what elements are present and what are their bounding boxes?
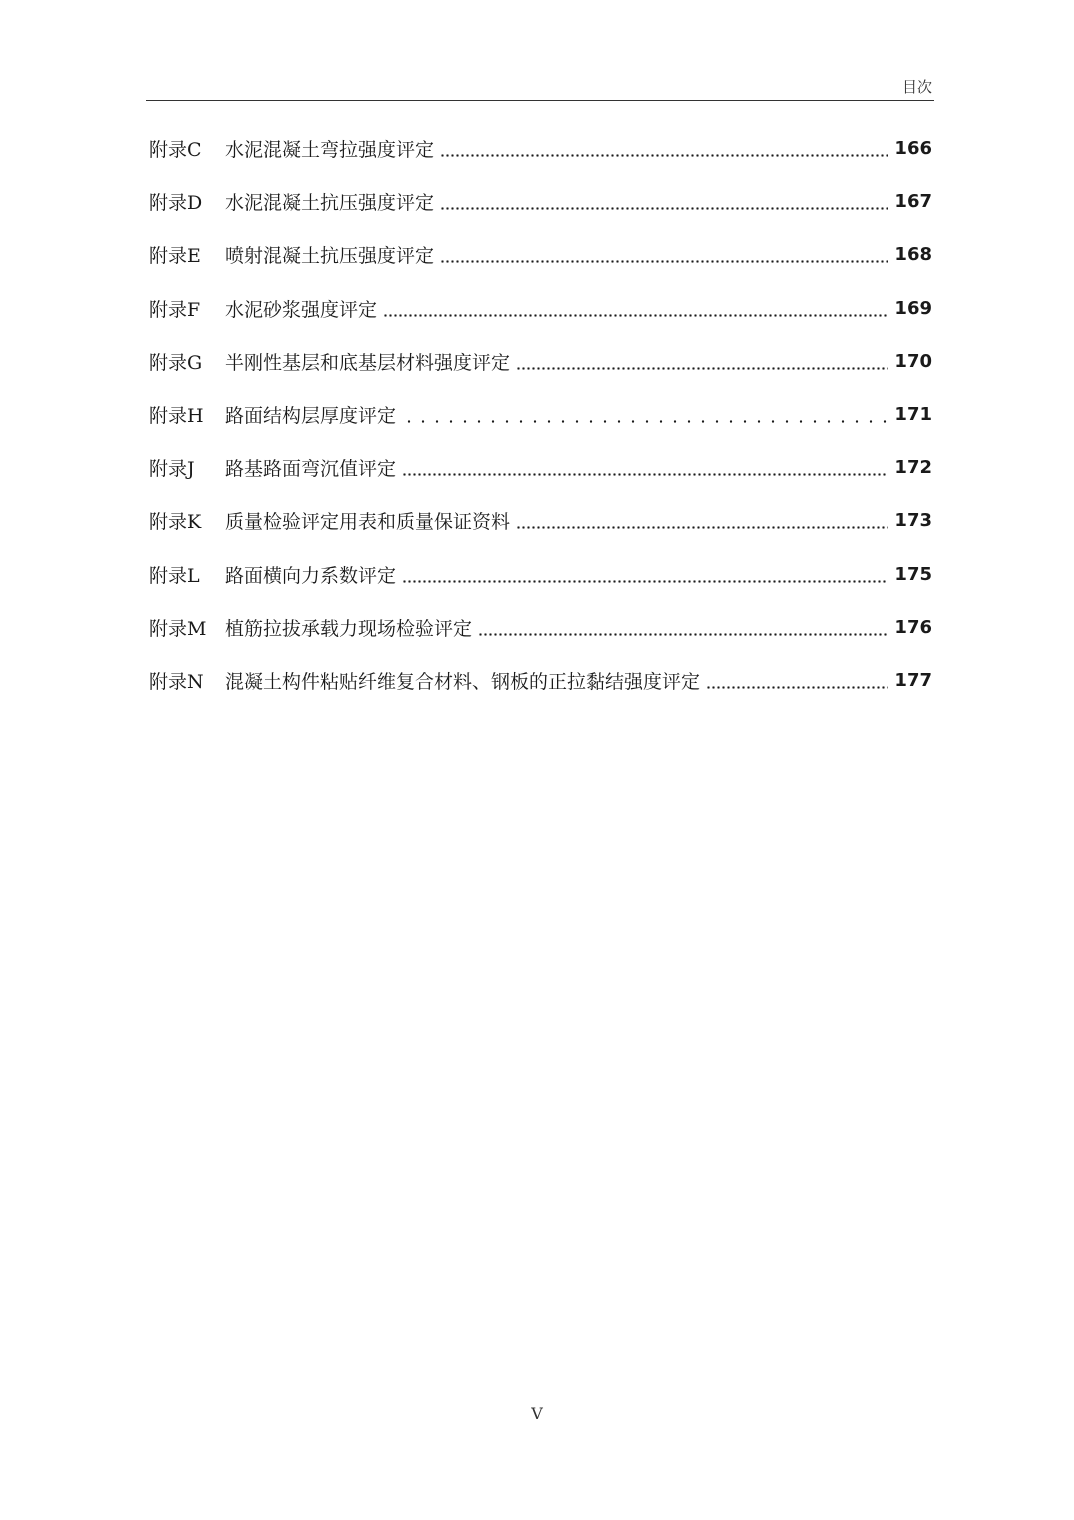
toc-entry-page: 170 [894,350,932,372]
toc-entry-label: 附录H [149,405,204,428]
toc-entry[interactable] [149,441,932,494]
toc-leader-dots [516,367,888,370]
toc-entry-title: 混凝土构件粘贴纤维复合材料、钢板的正拉黏结强度评定 [225,670,701,693]
toc-entry-label: 附录K [149,511,202,534]
toc-leader-dots [478,633,888,636]
toc-entry-label: 附录C [149,139,202,162]
toc-entry-label: 附录F [149,298,201,321]
toc-entry-title: 喷射混凝土抗压强度评定 [225,245,435,268]
toc-entry-label: 附录N [149,670,204,693]
toc-entry[interactable] [149,175,932,228]
toc-entry-label: 附录E [149,245,201,268]
toc-entry-page: 177 [894,669,932,691]
toc-leader-dots [383,314,888,317]
toc-leader-dots [402,473,888,476]
toc-entry-title: 路面结构层厚度评定 [225,405,397,428]
toc-entry-label: 附录G [149,351,203,374]
toc-entry-page: 171 [894,404,932,426]
toc-entry-page: 175 [894,563,932,585]
toc-entry[interactable] [149,601,932,654]
toc-entry[interactable] [149,228,932,281]
toc-leader-dots [402,580,888,583]
table-of-contents [149,122,932,707]
running-header [146,76,934,101]
toc-entry[interactable] [149,548,932,601]
toc-entry-title: 植筋拉拔承载力现场检验评定 [225,617,473,640]
toc-entry-title: 水泥混凝土抗压强度评定 [225,192,435,215]
toc-entry-title: 路面横向力系数评定 [225,564,397,587]
toc-entry-page: 176 [894,616,932,638]
toc-entry-label: 附录D [149,192,203,215]
toc-entry[interactable] [149,654,932,707]
page-number: V [531,1404,543,1423]
toc-entry[interactable] [149,122,932,175]
toc-leader-dots [706,686,888,689]
toc-entry-page: 169 [894,297,932,319]
toc-leader-dots [440,260,888,263]
toc-entry-label: 附录L [149,564,200,587]
toc-entry-title: 水泥混凝土弯拉强度评定 [225,139,435,162]
toc-entry-title: 质量检验评定用表和质量保证资料 [225,511,511,534]
toc-entry-label: 附录M [149,617,207,640]
running-header-title: 目次 [901,78,932,96]
toc-entry-title: 水泥砂浆强度评定 [225,298,378,321]
toc-entry-page: 172 [894,457,932,479]
toc-entry[interactable] [149,282,932,335]
toc-entry-page: 167 [894,191,932,213]
toc-entry[interactable] [149,388,932,441]
toc-leader-dots [440,207,888,210]
toc-entry-page: 173 [894,510,932,532]
toc-entry-title: 路基路面弯沉值评定 [225,458,397,481]
toc-leader-dots [516,526,888,529]
toc-entry-page: 166 [894,138,932,160]
toc-entry[interactable] [149,335,932,388]
toc-leader-dots [440,154,888,157]
toc-leader-dots [402,420,888,423]
toc-entry-label: 附录J [149,458,195,481]
toc-entry[interactable] [149,494,932,547]
toc-entry-title: 半刚性基层和底基层材料强度评定 [225,351,511,374]
toc-entry-page: 168 [894,244,932,266]
